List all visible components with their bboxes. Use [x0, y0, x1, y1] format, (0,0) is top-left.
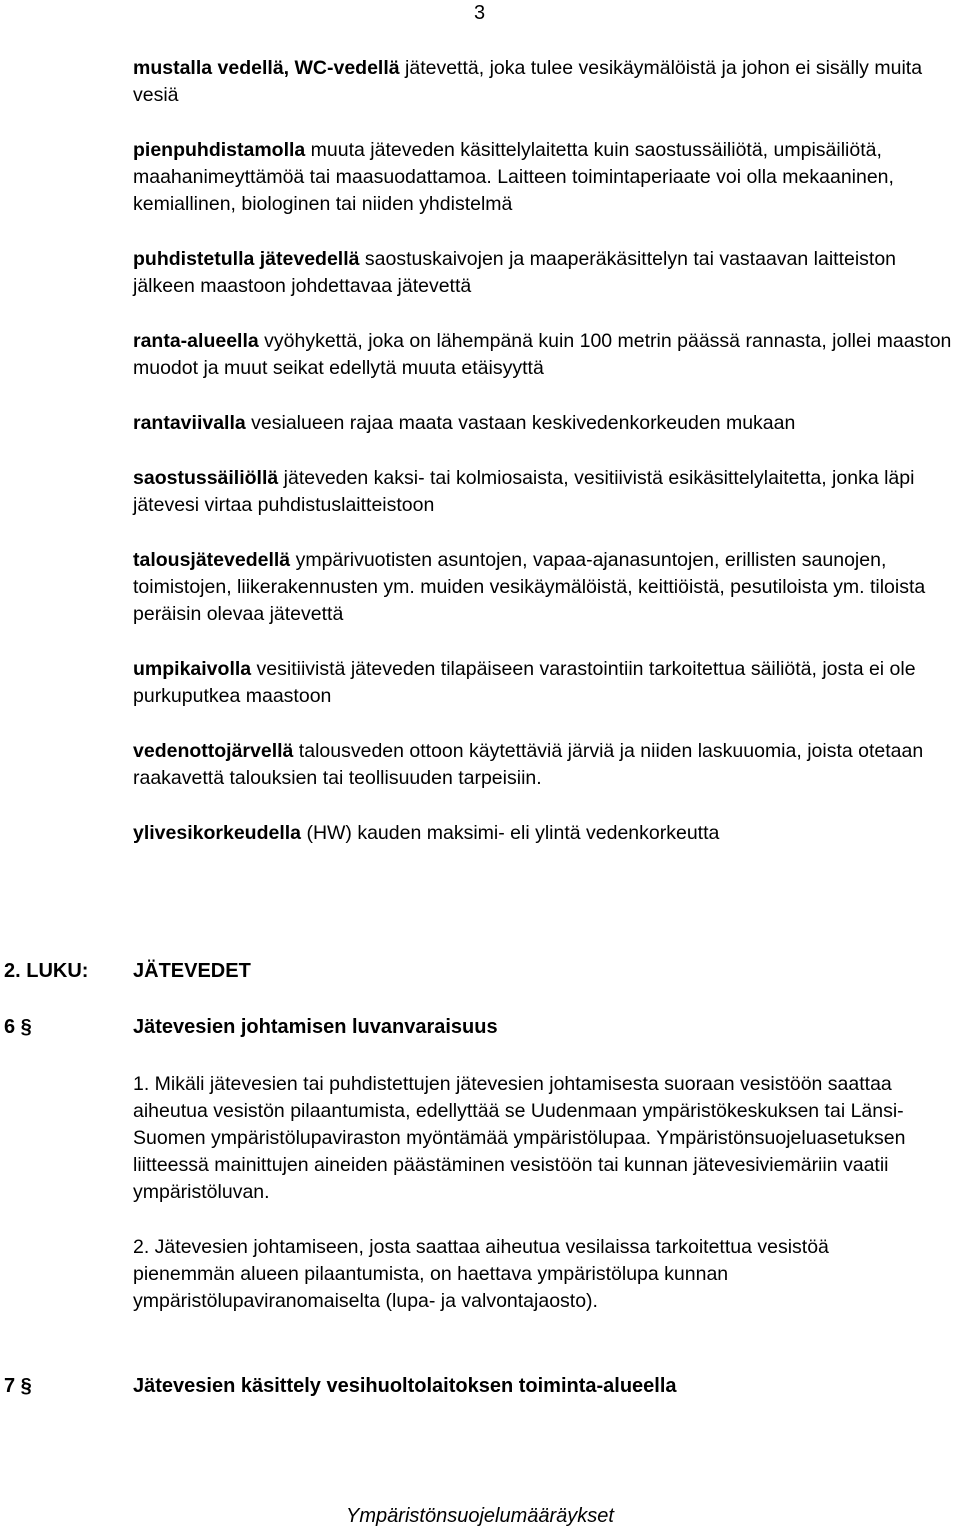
section-7-heading [4, 1375, 677, 1398]
section-6-heading [4, 1016, 498, 1039]
definitions-list [133, 55, 953, 875]
definition-term: umpikaivolla [133, 658, 252, 680]
definition-text: (HW) kauden maksimi- eli ylintä vedenkorkeutta [301, 822, 720, 844]
definition-text: jäteveden kaksi- tai kolmiosaista, vesitiivistä esikäsittelylaitetta, jonka läpi jätevesi virtaa puhdistuslaitteistoon [133, 467, 915, 516]
definition-text: talousveden ottoon käytettäviä järviä ja niiden laskuuomia, joista otetaan raakavettä talouksien tai teollisuuden tarpeisiin. [133, 740, 924, 789]
definition-text: saostuskaivojen ja maaperäkäsittelyn tai vastaavan laitteiston jälkeen maastoon johdettavaa jätevettä [133, 248, 897, 297]
definition-term: saostussäiliöllä [133, 467, 279, 489]
definition-term: rantaviivalla [133, 412, 246, 434]
definition-term: puhdistetulla jätevedellä [133, 248, 360, 270]
section-6-title: Jätevesien johtamisen luvanvaraisuus [133, 1016, 498, 1038]
section-7-number: 7 § [4, 1375, 32, 1397]
chapter-title: JÄTEVEDET [133, 960, 251, 982]
definition-item [133, 820, 953, 847]
page-footer: Ympäristönsuojelumääräykset [346, 1505, 614, 1527]
definition-term: ranta-alueella [133, 330, 259, 352]
definition-item [133, 738, 953, 792]
definition-item [133, 656, 953, 710]
definition-term: mustalla vedellä, WC-vedellä [133, 57, 400, 79]
definition-item [133, 465, 953, 519]
section-6-paragraph-2: 2. Jätevesien johtamiseen, josta saattaa aiheutua vesilaissa tarkoitettua vesistöä pienemmän alueen pilaantumista, on haettava ympäristölupa kunnan ympäristölupaviranomaiselta (lupa- ja valvontajaosto). [133, 1236, 829, 1312]
definition-text: vesitiivistä jäteveden tilapäiseen varastointiin tarkoitettua säiliötä, josta ei ole purkuputkea maastoon [133, 658, 916, 707]
chapter-number: 2. LUKU: [4, 960, 89, 982]
definition-text: vesialueen rajaa maata vastaan keskivedenkorkeuden mukaan [245, 412, 796, 434]
section-7-title: Jätevesien käsittely vesihuoltolaitoksen toiminta-alueella [133, 1375, 677, 1397]
chapter-heading [4, 960, 251, 983]
section-6-body [133, 1071, 933, 1343]
definition-term: vedenottojärvellä [133, 740, 294, 762]
definition-text: ympärivuotisten asuntojen, vapaa-ajanasuntojen, erillisten saunojen, toimistojen, liikerakennusten ym. muiden vesikäymälöistä, keittiöistä, pesutiloista ym. tiloista peräisin olevaa jätevettä [133, 549, 926, 625]
definition-text: muuta jäteveden käsittelylaitetta kuin saostussäiliötä, umpisäiliötä, maahanimeyttämöä tai maasuodattamoa. Laitteen toimintaperiaate voi olla mekaaninen, kemiallinen, biologinen tai niiden yhdistelmä [133, 139, 894, 215]
section-6-number: 6 § [4, 1016, 32, 1038]
definition-term: ylivesikorkeudella [133, 822, 302, 844]
definition-item [133, 547, 953, 628]
definition-term: talousjätevedellä [133, 549, 291, 571]
page-number: 3 [474, 2, 486, 24]
definition-item [133, 246, 953, 300]
definition-text: vyöhykettä, joka on lähempänä kuin 100 metrin päässä rannasta, jollei maaston muodot ja muut seikat edellytä muuta etäisyyttä [133, 330, 952, 379]
definition-term: pienpuhdistamolla [133, 139, 306, 161]
definition-item [133, 137, 953, 218]
definition-item [133, 55, 953, 109]
definition-item [133, 328, 953, 382]
definition-item [133, 410, 953, 437]
definition-text: jätevettä, joka tulee vesikäymälöistä ja johon ei sisälly muita vesiä [133, 57, 923, 106]
section-6-paragraph-1: 1. Mikäli jätevesien tai puhdistettujen jätevesien johtamisesta suoraan vesistöön saattaa aiheutua vesistön pilaantumista, edellyttää se Uudenmaan ympäristökeskuksen tai Länsi-Suomen ympäristölupaviraston myöntämää ympäristölupaa. Ympäristönsuojeluasetuksen liitteessä mainittujen aineiden päästäminen vesistöön tai kunnan jätevesiviemäriin vaatii ympäristöluvan. [133, 1073, 906, 1203]
